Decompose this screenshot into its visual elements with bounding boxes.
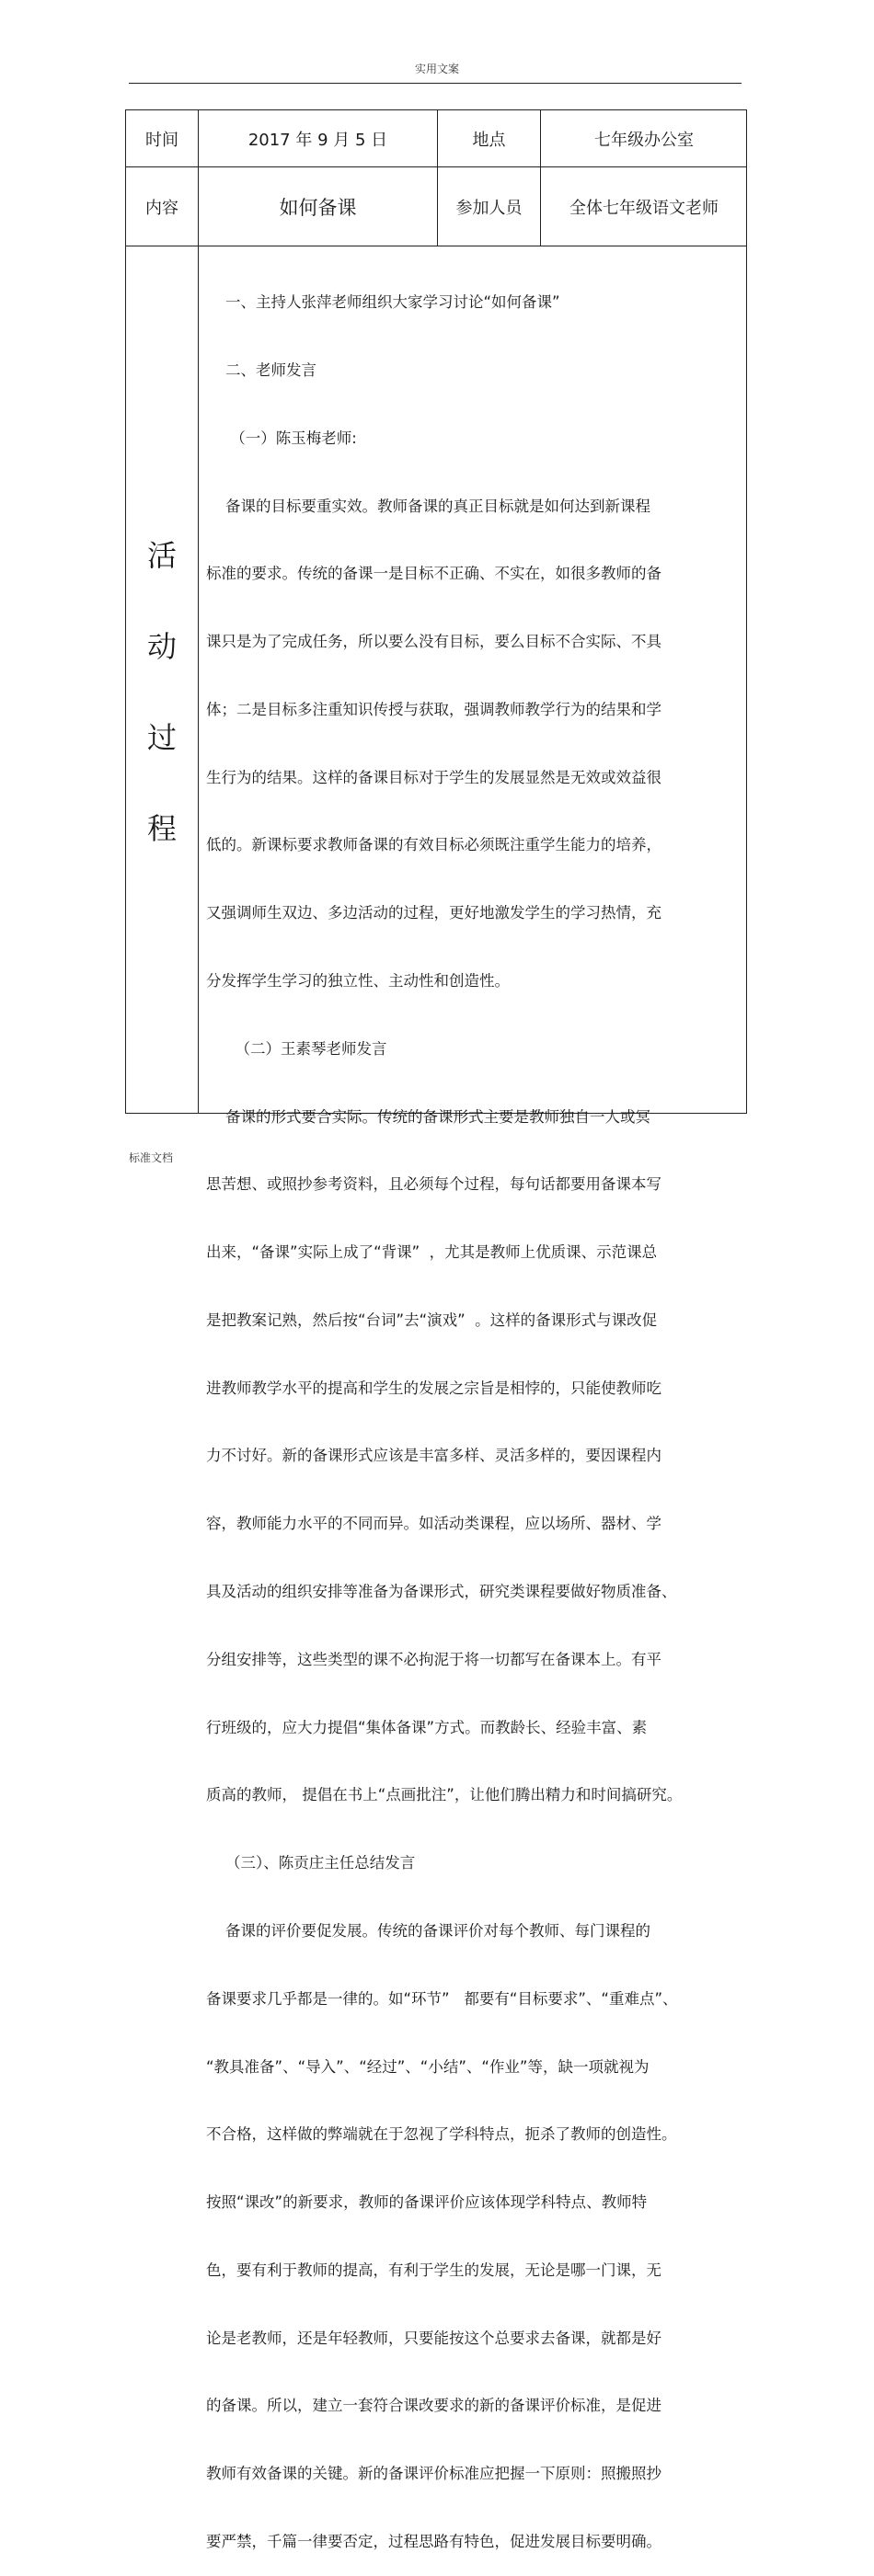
body-line: （二）王素琴老师发言 xyxy=(206,1039,387,1058)
body-line: 是把教案记熟，然后按“台词”去“演戏” 。这样的备课形式与课改促 xyxy=(206,1311,658,1329)
body-line: 进教师教学水平的提高和学生的发展之宗旨是相悖的，只能使教师吃 xyxy=(206,1379,661,1397)
body-line: 体；二是目标多注重知识传授与获取，强调教师教学行为的结果和学 xyxy=(206,700,661,718)
header-divider xyxy=(129,83,742,84)
body-line: 容，教师能力水平的不同而异。如活动类课程，应以场所、器材、学 xyxy=(206,1515,661,1533)
label-char: 过 xyxy=(146,720,177,755)
body-line: 出来，“备课”实际上成了“背课” ，尤其是教师上优质课、示范课总 xyxy=(206,1243,658,1262)
grid-line xyxy=(198,109,199,1114)
body-line: 分组安排等，这些类型的课不必拘泥于将一切都写在备课本上。有平 xyxy=(206,1650,661,1668)
activity-process-body xyxy=(206,246,744,2576)
page-header: 实用文案 xyxy=(414,63,459,75)
body-line: 分发挥学生学习的独立性、主动性和创造性。 xyxy=(206,972,510,990)
body-line: 力不讨好。新的备课形式应该是丰富多样、灵活多样的，要因课程内 xyxy=(206,1447,661,1465)
body-line: 低的。新课标要求教师备课的有效目标必须既注重学生能力的培养， xyxy=(206,836,661,854)
content-label: 内容 xyxy=(145,198,178,218)
body-line: 要严禁，千篇一律要否定，过程思路有特色，促进发展目标要明确。 xyxy=(206,2532,661,2550)
body-line: 课只是为了完成任务，所以要么没有目标，要么目标不合实际、不具 xyxy=(206,633,661,651)
body-line: 备课的形式要合实际。传统的备课形式主要是教师独自一人或冥 xyxy=(206,1107,650,1126)
body-line: 论是老教师，还是年轻教师，只要能按这个总要求去备课，就都是好 xyxy=(206,2329,661,2347)
body-line: （一）陈玉梅老师: xyxy=(206,429,357,447)
body-line: 备课要求几乎都是一律的。如“环节” 都要有“目标要求”、“重难点”、 xyxy=(206,1989,678,2008)
body-line: 的备课。所以，建立一套符合课改要求的新的备课评价标准，是促进 xyxy=(206,2397,661,2415)
time-value: 2017 年 9 月 5 日 xyxy=(247,130,388,150)
body-line: 一、主持人张萍老师组织大家学习讨论“如何备课” xyxy=(206,293,560,312)
body-line: 思苦想、或照抄参考资料，且必须每个过程，每句话都要用备课本写 xyxy=(206,1175,661,1194)
body-line: 按照“课改”的新要求，教师的备课评价应该体现学科特点、教师特 xyxy=(206,2193,648,2212)
location-value: 七年级办公室 xyxy=(594,130,694,150)
body-line: 二、老师发言 xyxy=(206,361,316,379)
body-line: 生行为的结果。这样的备课目标对于学生的发展显然是无效或效益很 xyxy=(206,768,661,786)
page-footer: 标准文档 xyxy=(129,1151,174,1164)
body-line: 教师有效备课的关键。新的备课评价标准应把握一下原则：照搬照抄 xyxy=(206,2465,661,2483)
body-line: 行班级的，应大力提倡“集体备课”方式。而教龄长、经验丰富、素 xyxy=(206,1718,648,1736)
content-value: 如何备课 xyxy=(279,196,357,219)
body-line: 色，要有利于教师的提高，有利于学生的发展，无论是哪一门课，无 xyxy=(206,2261,661,2279)
label-char: 活 xyxy=(146,538,177,573)
activity-process-label xyxy=(126,510,198,875)
body-line: 不合格，这样做的弊端就在于忽视了学科特点，扼杀了教师的创造性。 xyxy=(206,2125,677,2144)
label-char: 程 xyxy=(146,811,177,846)
body-line: 又强调师生双边、多边活动的过程，更好地激发学生的学习热情，充 xyxy=(206,904,661,922)
body-line: 质高的教师， 提倡在书上“点画批注”，让他们腾出精力和时间搞研究。 xyxy=(206,1786,683,1804)
body-line: （三）、陈贡庄主任总结发言 xyxy=(206,1854,416,1872)
body-line: 备课的评价要促发展。传统的备课评价对每个教师、每门课程的 xyxy=(206,1921,650,1940)
participants-label: 参加人员 xyxy=(455,198,523,218)
time-label: 时间 xyxy=(145,130,178,150)
label-char: 动 xyxy=(146,629,177,664)
participants-value: 全体七年级语文老师 xyxy=(569,198,719,218)
body-line: 标准的要求。传统的备课一是目标不正确、不实在，如很多教师的备 xyxy=(206,565,661,583)
body-line: 具及活动的组织安排等准备为备课形式，研究类课程要做好物质准备、 xyxy=(206,1583,677,1601)
location-label: 地点 xyxy=(472,130,506,150)
body-line: “教具准备”、“导入”、“经过”、“小结”、“作业”等，缺一项就视为 xyxy=(206,2057,650,2076)
body-line: 备课的目标要重实效。教师备课的真正目标就是如何达到新课程 xyxy=(206,497,650,515)
